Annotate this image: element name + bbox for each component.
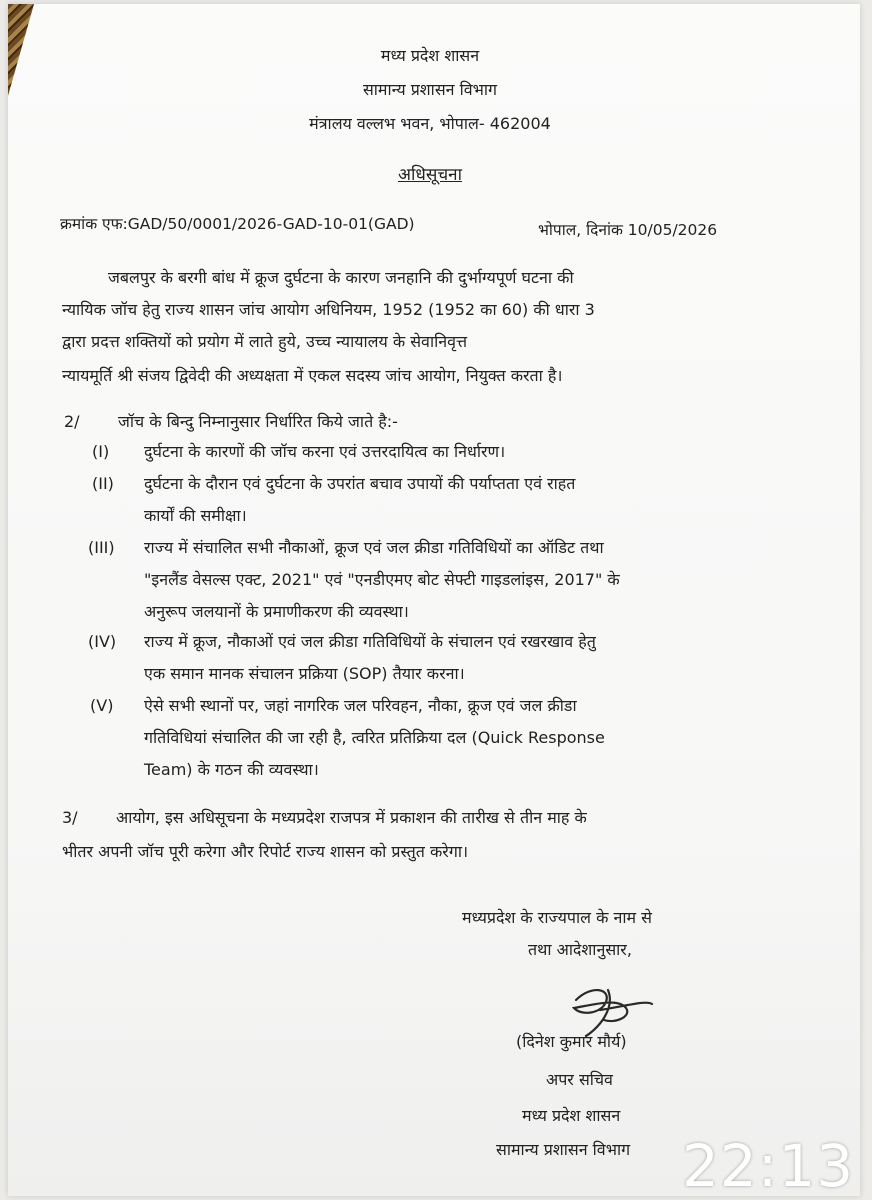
item-number: (V) [90, 696, 114, 715]
reference-number: क्रमांक एफ:GAD/50/0001/2026-GAD-10-01(GAD) [60, 215, 415, 233]
item-number: (I) [92, 442, 110, 461]
header-address: मंत्रालय वल्लभ भवन, भोपाल- 462004 [309, 114, 551, 133]
overlay-time: 22:13 [682, 1132, 855, 1200]
para3-line: आयोग, इस अधिसूचना के मध्यप्रदेश राजपत्र में प्रकाशन की तारीख से तीन माह के [116, 808, 587, 827]
signatory-designation: अपर सचिव [546, 1070, 613, 1089]
signatory-org: मध्य प्रदेश शासन [522, 1106, 621, 1125]
item-line: राज्य में क्रूज, नौकाओं एवं जल क्रीडा गतिविधियों के संचालन एवं रखरखाव हेतु [144, 632, 596, 651]
header-government: मध्य प्रदेश शासन [380, 46, 480, 65]
item-line: गतिविधियां संचालित की जा रही है, त्वरित प्रतिक्रिया दल (Quick Response [144, 728, 605, 747]
para1-line: द्वारा प्रदत्त शक्तियों को प्रयोग में लाते हुये, उच्च न्यायालय के सेवानिवृत्त [62, 332, 468, 351]
place-date: भोपाल, दिनांक 10/05/2026 [538, 221, 718, 239]
signatory-dept: सामान्य प्रशासन विभाग [496, 1140, 631, 1159]
para2-intro: जॉच के बिन्दु निम्नानुसार निर्धारित किये जाते है:- [118, 412, 398, 431]
item-line: दुर्घटना के दौरान एवं दुर्घटना के उपरांत बचाव उपायों की पर्याप्तता एवं राहत [144, 474, 576, 493]
item-line: दुर्घटना के कारणों की जॉच करना एवं उत्तरदायित्व का निर्धारण। [144, 442, 506, 461]
item-line: एक समान मानक संचालन प्रक्रिया (SOP) तैयार करना। [144, 664, 465, 683]
item-line: राज्य में संचालित सभी नौकाओं, क्रूज एवं जल क्रीडा गतिविधियों का ऑडिट तथा [144, 538, 604, 557]
item-number: (II) [92, 474, 114, 493]
para1-line: न्यायमूर्ति श्री संजय द्विवेदी की अध्यक्षता में एकल सदस्य जांच आयोग, नियुक्त करता है। [62, 366, 563, 385]
order-line: मध्यप्रदेश के राज्यपाल के नाम से [462, 908, 652, 927]
item-number: (III) [88, 538, 115, 557]
item-line: अनुरूप जलयानों के प्रमाणीकरण की व्यवस्था। [144, 602, 409, 621]
item-line: ऐसे सभी स्थानों पर, जहां नागरिक जल परिवहन, नौका, क्रूज एवं जल क्रीडा [144, 696, 577, 715]
para3-line: भीतर अपनी जॉच पूरी करेगा और रिपोर्ट राज्य शासन को प्रस्तुत करेगा। [62, 842, 469, 861]
item-line: Team) के गठन की व्यवस्था। [144, 760, 319, 779]
para2-number: 2/ [64, 412, 80, 431]
header-department: सामान्य प्रशासन विभाग [362, 80, 498, 99]
notification-title: अधिसूचना [398, 165, 462, 185]
item-line: "इनलैंड वेसल्स एक्ट, 2021" एवं "एनडीएमए बोट सेफ्टी गाइडलांइस, 2017" के [144, 570, 620, 589]
para1-line: जबलपुर के बरगी बांध में क्रूज दुर्घटना के कारण जनहानि की दुर्भाग्यपूर्ण घटना की [108, 268, 574, 287]
para1-line: न्यायिक जॉच हेतु राज्य शासन जांच आयोग अधिनियम, 1952 (1952 का 60) की धारा 3 [62, 300, 595, 319]
signatory-name: (दिनेश कुमार मौर्य) [516, 1032, 627, 1051]
para3-number: 3/ [62, 808, 78, 827]
item-line: कार्यों की समीक्षा। [144, 506, 247, 525]
order-line: तथा आदेशानुसार, [528, 940, 632, 959]
item-number: (IV) [88, 632, 117, 651]
